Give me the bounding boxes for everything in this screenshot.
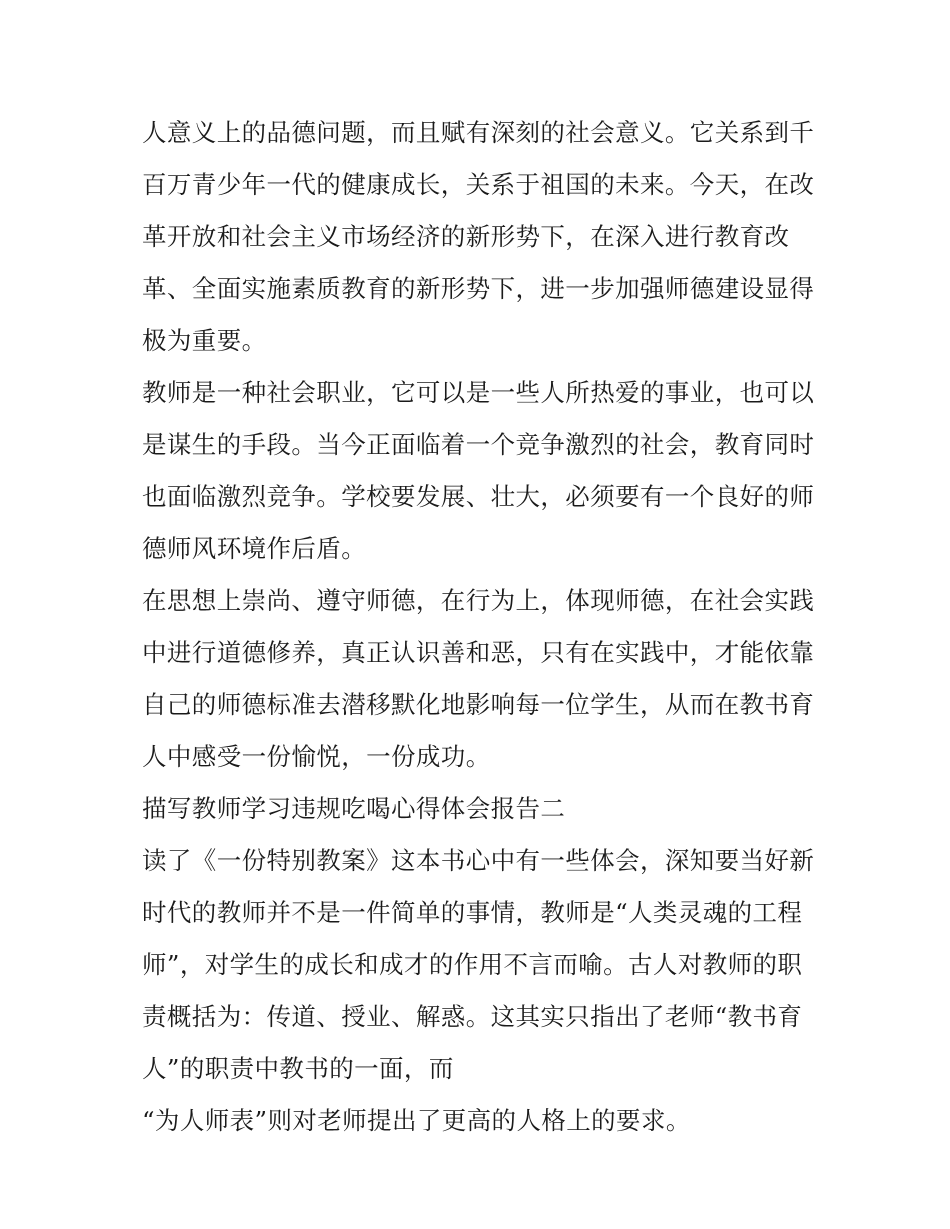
text-line: 德师风环境作后盾。: [142, 534, 367, 563]
text-line: 责概括为：传道、授业、解惑。这其实只指出了老师“教书育: [142, 1002, 803, 1031]
text-line: 革、全面实施素质教育的新形势下，进一步加强师德建设显得: [142, 274, 815, 303]
text-line: 极为重要。: [142, 326, 267, 355]
text-line: 自己的师德标准去潜移默化地影响每一位学生，从而在教书育: [142, 690, 815, 719]
section-heading: 描写教师学习违规吃喝心得体会报告二: [142, 794, 566, 823]
text-line: “为人师表”则对老师提出了更高的人格上的要求。: [142, 1106, 691, 1135]
text-line: 教师是一种社会职业，它可以是一些人所热爱的事业，也可以: [142, 378, 815, 407]
text-line: 也面临激烈竞争。学校要发展、壮大，必须要有一个良好的师: [142, 482, 815, 511]
text-line: 革开放和社会主义市场经济的新形势下，在深入进行教育改: [142, 222, 790, 251]
text-line: 师”，对学生的成长和成才的作用不言而喻。古人对教师的职: [142, 950, 803, 979]
text-line: 读了《一份特别教案》这本书心中有一些体会，深知要当好新: [142, 846, 815, 875]
text-line: 人中感受一份愉悦，一份成功。: [142, 742, 491, 771]
text-line: 时代的教师并不是一件简单的事情，教师是“人类灵魂的工程: [142, 898, 803, 927]
text-line: 人意义上的品德问题，而且赋有深刻的社会意义。它关系到千: [142, 118, 815, 147]
document-body: [142, 107, 822, 1147]
text-line: 人”的职责中教书的一面，而: [142, 1054, 454, 1083]
text-line: 中进行道德修养，真正认识善和恶，只有在实践中，才能依靠: [142, 638, 815, 667]
text-line: 百万青少年一代的健康成长，关系于祖国的未来。今天，在改: [142, 170, 815, 199]
text-line: 是谋生的手段。当今正面临着一个竞争激烈的社会，教育同时: [142, 430, 815, 459]
text-line: 在思想上崇尚、遵守师德，在行为上，体现师德，在社会实践: [142, 586, 815, 615]
